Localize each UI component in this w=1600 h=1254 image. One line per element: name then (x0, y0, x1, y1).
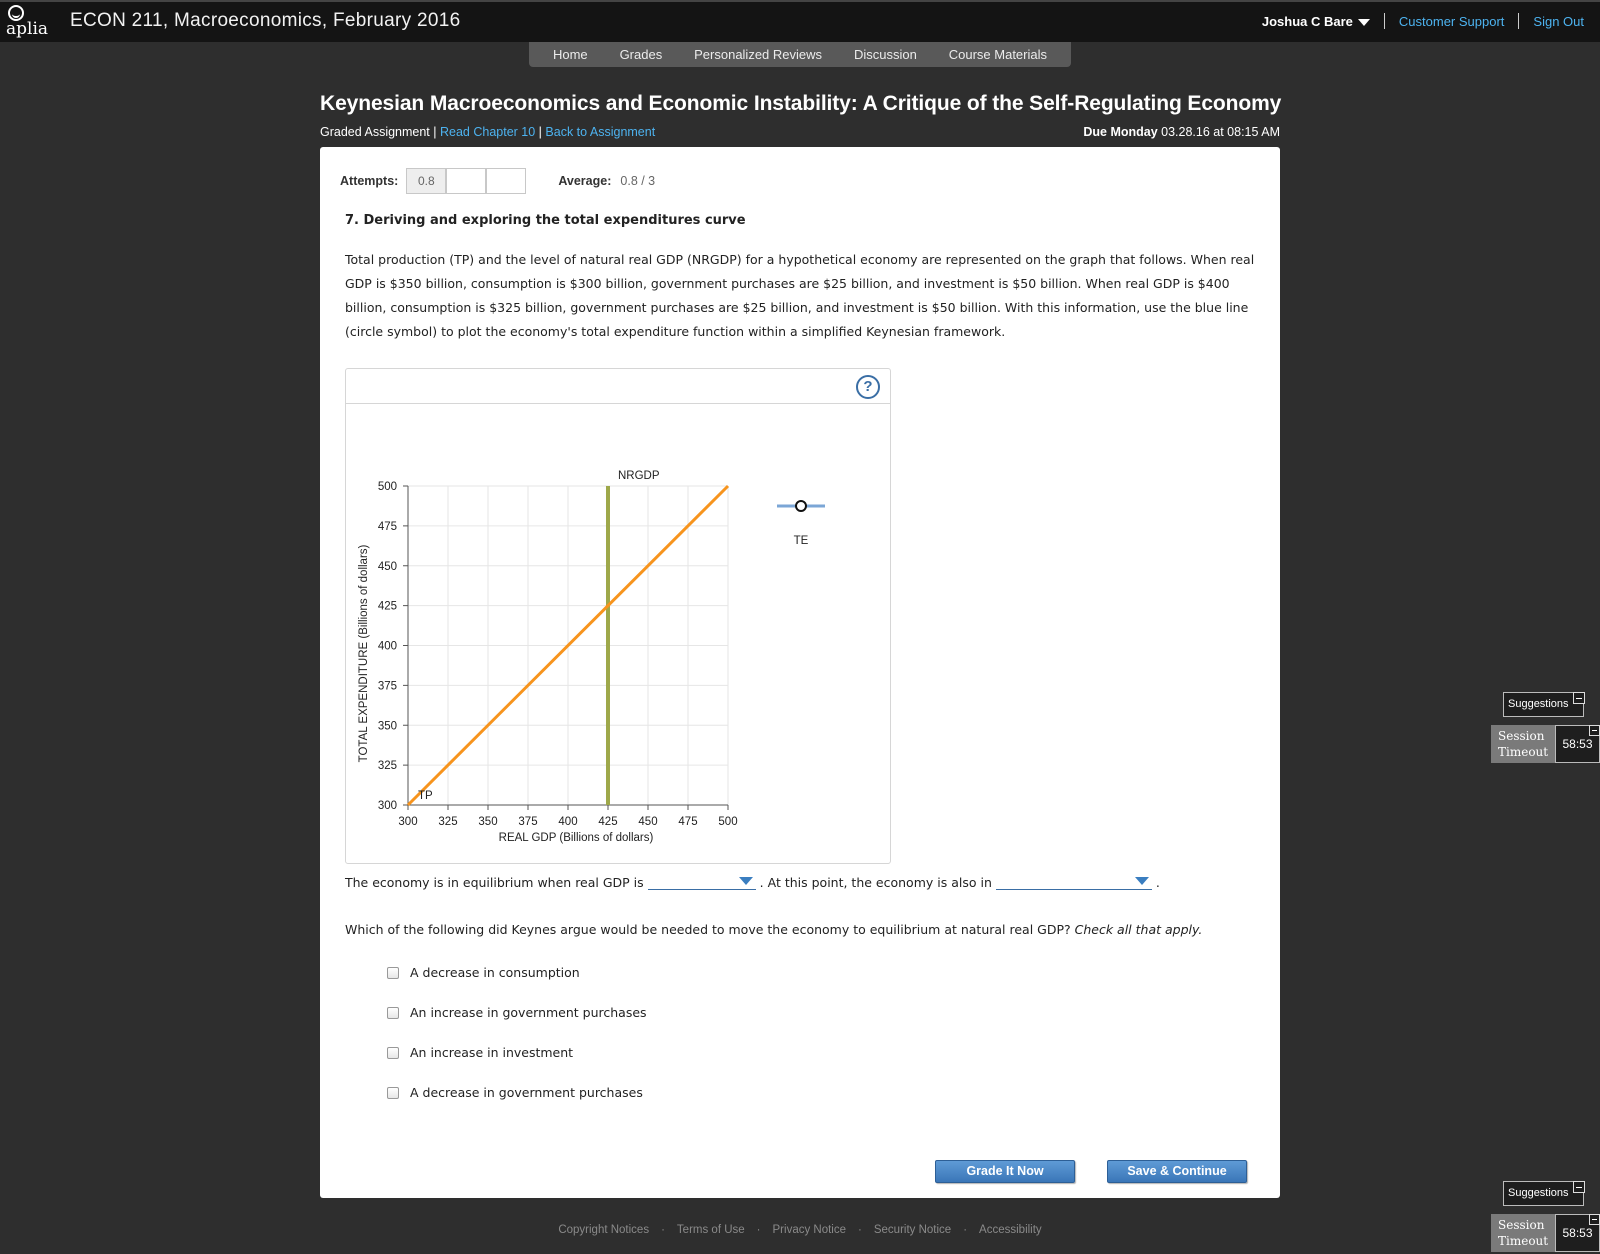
checkbox[interactable] (387, 967, 399, 979)
top-bar (0, 0, 1600, 42)
session-label-line1: Session (1498, 1218, 1545, 1232)
footer (0, 1224, 1600, 1236)
session-timer (1555, 1214, 1600, 1252)
grade-it-now-button[interactable]: Grade It Now (935, 1160, 1075, 1183)
y-tick-label: 350 (377, 720, 397, 733)
graph-panel (345, 368, 891, 864)
attempt-box: 0.8 (406, 168, 446, 194)
average-label: Average: (558, 174, 612, 188)
footer-dot: · (963, 1224, 968, 1236)
checkbox[interactable] (387, 1007, 399, 1019)
suggestions-label: Suggestions (1508, 1187, 1569, 1199)
option-increase-government[interactable] (387, 1005, 647, 1020)
x-tick-label: 350 (478, 816, 498, 828)
save-continue-button[interactable]: Save & Continue (1107, 1160, 1247, 1183)
session-time-value: 58:53 (1562, 1226, 1593, 1240)
equilibrium-question (345, 874, 1160, 890)
option-label: An increase in investment (410, 1045, 574, 1060)
eq-text-1: The economy is in equilibrium when real GDP is (345, 875, 644, 890)
eq-text-2: . At this point, the economy is also in (759, 875, 992, 890)
y-tick-label: 425 (377, 600, 397, 613)
course-title: ECON 211, Macroeconomics, February 2016 (70, 10, 461, 31)
footer-accessibility[interactable]: Accessibility (979, 1224, 1042, 1236)
nav-grades[interactable]: Grades (619, 47, 663, 62)
due-label: Due Monday (1083, 125, 1158, 139)
user-name: Joshua C Bare (1261, 13, 1353, 29)
footer-dot: · (661, 1224, 665, 1236)
dropdown-arrow-icon (1135, 877, 1149, 885)
dropdown-arrow-icon (739, 877, 753, 885)
y-tick-label: 475 (377, 520, 397, 533)
divider (1384, 13, 1385, 29)
assignment-type: Graded Assignment (320, 125, 430, 139)
user-menu[interactable] (1262, 14, 1370, 29)
economy-state-dropdown[interactable] (996, 874, 1152, 890)
logo-text: aplia (6, 19, 49, 39)
nav-home[interactable]: Home (552, 47, 588, 62)
y-tick-label: 325 (377, 760, 397, 773)
y-tick-label: 500 (377, 481, 397, 493)
option-decrease-consumption[interactable] (387, 965, 580, 980)
total-expenditure-graph[interactable] (346, 405, 890, 863)
tp-label: TP (418, 790, 433, 802)
option-decrease-government[interactable] (387, 1085, 643, 1100)
x-tick-label: 400 (558, 816, 578, 828)
question-title: 7. Deriving and exploring the total expenditures curve (345, 213, 746, 228)
attempt-box (446, 168, 486, 194)
suggestions-widget[interactable] (1503, 692, 1584, 717)
x-tick-label: 375 (518, 816, 538, 828)
y-axis-title: TOTAL EXPENDITURE (Billions of dollars) (358, 544, 370, 763)
nav-personalized-reviews[interactable]: Personalized Reviews (694, 47, 823, 62)
session-label-line2: Timeout (1498, 1234, 1549, 1248)
keynes-question-text: Which of the following did Keynes argue would be needed to move the economy to equilibrium at natural real GDP? (345, 922, 1075, 937)
attempt-box (486, 168, 526, 194)
nrgdp-label: NRGDP (618, 470, 660, 482)
checkbox[interactable] (387, 1087, 399, 1099)
real-gdp-dropdown[interactable] (648, 874, 756, 890)
session-time-value: 58:53 (1562, 737, 1593, 751)
y-tick-label: 300 (377, 800, 397, 812)
attempts-label: Attempts: (340, 174, 399, 188)
option-label: A decrease in consumption (410, 965, 580, 980)
attempts-row (340, 168, 655, 194)
x-tick-label: 500 (718, 816, 738, 828)
question-text: Total production (TP) and the level of natural real GDP (NRGDP) for a hypothetical economy are represented on the graph that follows. When real GDP is $350 billion, consumption is $300 billion, government purchases are $25 billion, and investment is $50 billion. When real GDP is $400 billion, consumption is $325 billion, government purchases are $25 billion, and investment is $50 billion. With this information, use the blue line (circle symbol) to plot the economy's total expenditure function within a simplified Keynesian framework. (345, 252, 1255, 339)
te-circle-icon[interactable] (796, 501, 806, 511)
main-nav (529, 42, 1071, 67)
y-tick-label: 400 (377, 640, 397, 653)
checkbox[interactable] (387, 1047, 399, 1059)
question-card (320, 147, 1280, 1198)
divider (1518, 13, 1519, 29)
assignment-breadcrumb: Graded Assignment | Read Chapter 10 | Back to Assignment (320, 125, 656, 139)
session-timeout-label (1491, 1214, 1555, 1252)
average-value: 0.8 / 3 (620, 174, 656, 188)
x-tick-label: 300 (398, 816, 418, 828)
y-tick-label: 375 (377, 680, 397, 693)
suggestions-label: Suggestions (1508, 698, 1569, 710)
footer-security[interactable]: Security Notice (873, 1224, 952, 1236)
minimize-icon[interactable] (1573, 1181, 1585, 1193)
keynes-question (345, 922, 1202, 937)
due-date (1083, 125, 1280, 139)
session-timeout-widget (1491, 1214, 1600, 1252)
minimize-icon[interactable] (1589, 725, 1600, 736)
footer-dot: · (858, 1224, 862, 1236)
nav-course-materials[interactable]: Course Materials (948, 47, 1047, 62)
suggestions-widget[interactable] (1503, 1181, 1584, 1206)
nav-discussion[interactable]: Discussion (853, 47, 917, 62)
x-tick-label: 450 (638, 816, 658, 828)
option-increase-investment[interactable] (387, 1045, 573, 1060)
te-legend-label: TE (793, 535, 809, 547)
back-to-assignment-link[interactable]: Back to Assignment (545, 125, 656, 139)
session-label-line1: Session (1498, 729, 1545, 743)
session-label-line2: Timeout (1498, 745, 1549, 759)
minimize-icon[interactable] (1573, 692, 1585, 704)
footer-privacy[interactable]: Privacy Notice (772, 1224, 847, 1236)
graph-toolbar (346, 369, 890, 404)
session-timer (1555, 725, 1600, 763)
session-timeout-label (1491, 725, 1555, 763)
footer-copyright[interactable]: Copyright Notices (558, 1224, 650, 1236)
y-tick-label: 450 (377, 560, 397, 573)
session-timeout-widget (1491, 725, 1600, 763)
x-tick-label: 325 (438, 816, 458, 828)
read-chapter-link[interactable]: Read Chapter 10 (440, 125, 536, 139)
due-value: 03.28.16 at 08:15 AM (1161, 125, 1280, 139)
page-title: Keynesian Macroeconomics and Economic Instability: A Critique of the Self-Regulating Economy (320, 92, 1282, 115)
eq-text-3: . (1155, 875, 1160, 890)
caret-down-icon (1358, 19, 1370, 26)
minimize-icon[interactable] (1589, 1214, 1600, 1225)
customer-support-link[interactable]: Customer Support (1398, 13, 1505, 29)
option-label: An increase in government purchases (410, 1005, 647, 1020)
option-label: A decrease in government purchases (410, 1085, 643, 1100)
user-bar (1262, 13, 1584, 29)
footer-dot: · (756, 1224, 761, 1236)
x-tick-label: 425 (598, 816, 618, 828)
footer-terms[interactable]: Terms of Use (676, 1224, 745, 1236)
sign-out-link[interactable]: Sign Out (1533, 13, 1584, 29)
x-axis-title: REAL GDP (Billions of dollars) (498, 832, 654, 844)
keynes-question-hint: Check all that apply. (1074, 922, 1203, 937)
help-icon[interactable]: ? (856, 375, 880, 399)
x-tick-label: 475 (678, 816, 698, 828)
